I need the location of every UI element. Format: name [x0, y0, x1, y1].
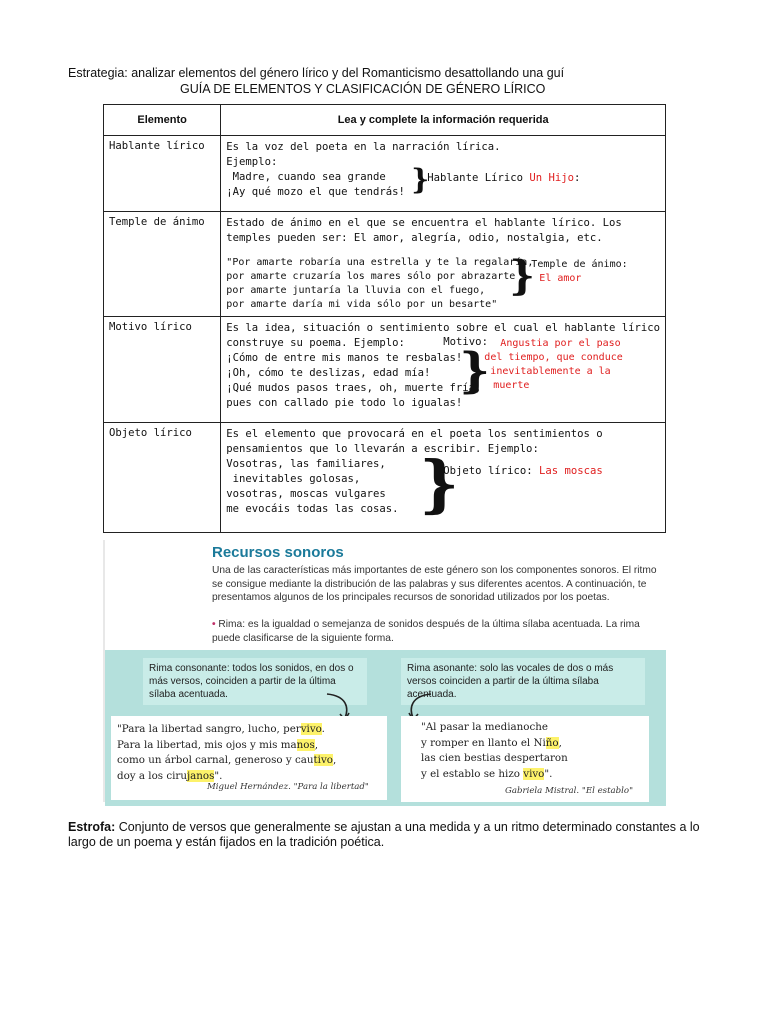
rima-asonante-head: Rima asonante: solo las vocales de dos o más versos coinciden a partir de la última sílaba acentuada.	[401, 658, 645, 705]
desc-line: Ejemplo:	[226, 156, 278, 168]
poem-attribution: Gabriela Mistral. "El establo"	[505, 786, 634, 796]
info-cell	[221, 317, 666, 423]
example-line: ¡Cómo de entre mis manos te resbalas!	[226, 352, 463, 364]
guide-table	[103, 104, 666, 533]
poem-line: "Para la libertad sangro, lucho, pervivo.	[117, 723, 325, 735]
example-line: "Por amarte robaría una estrella y te la regalaría,	[226, 257, 534, 268]
answer-label: Motivo:	[443, 336, 488, 348]
answer-text: Angustia por el paso	[500, 338, 621, 349]
example-line: por amarte juntaría la lluvia con el fuego,	[226, 285, 486, 296]
poem-consonante	[117, 722, 336, 784]
element-cell: Temple de ánimo	[104, 212, 221, 317]
brace-icon: }	[509, 252, 536, 299]
col-header-element: Elemento	[104, 105, 221, 136]
answer-text: Las moscas	[538, 465, 603, 477]
answer-text: del tiempo, que conduce	[484, 352, 623, 363]
element-cell: Objeto lírico	[104, 423, 221, 533]
brace-icon: }	[459, 343, 491, 399]
example-line: inevitables golosas,	[226, 473, 361, 485]
desc-line: pensamientos que lo llevarán a escribir. Ejemplo:	[226, 443, 539, 455]
strategy-line: Estrategia: analizar elementos del género lírico y del Romanticismo desattollando una guí	[68, 66, 565, 80]
answer-annotation: Objeto lírico: Las moscas	[443, 465, 603, 477]
bullet-icon: •	[212, 619, 216, 630]
example-line: vosotras, moscas vulgares	[226, 488, 386, 500]
poem-card-right	[401, 716, 649, 802]
info-cell	[221, 136, 666, 212]
answer-text: inevitablemente a la	[490, 366, 611, 377]
example-line: por amarte daría mi vida sólo por un besarte"	[226, 299, 498, 310]
info-cell	[221, 423, 666, 533]
col-header-info: Lea y complete la información requerida	[221, 105, 666, 136]
page-title: GUÍA DE ELEMENTOS Y CLASIFICACIÓN DE GÉNERO LÍRICO	[180, 82, 546, 96]
desc-line: temples pueden ser: El amor, alegría, odio, nostalgia, etc.	[226, 232, 603, 244]
example-line: pues con callado pie todo lo igualas!	[226, 397, 463, 409]
brace-icon: }	[419, 447, 460, 520]
desc-line: Es la voz del poeta en la narración lírica.	[226, 141, 501, 153]
poem-line: doy a los cirujanos".	[117, 769, 223, 782]
element-cell: Hablante lírico	[104, 136, 221, 212]
answer-text: Un Hijo	[529, 172, 575, 184]
estrofa-label: Estrofa:	[68, 820, 116, 834]
example-line: Vosotras, las familiares,	[226, 458, 386, 470]
answer-label: Temple de ánimo:	[531, 259, 628, 270]
poem-line: Para la libertad, mis ojos y mis manos,	[117, 738, 319, 751]
poem-line: las cien bestias despertaron	[421, 752, 568, 764]
example-line: ¡Qué mudos pasos traes, oh, muerte fría,	[226, 382, 482, 394]
desc-line: Es la idea, situación o sentimiento sobre el cual el hablante lírico	[226, 322, 660, 334]
rima-consonante-head: Rima consonante: todos los sonidos, en dos o más versos, coinciden a partir de la última sílaba acentuada.	[143, 658, 367, 705]
example-line: por amarte cruzaría los mares sólo por abrazarte	[226, 271, 516, 282]
estrofa-text: Conjunto de versos que generalmente se ajustan a una medida y a un ritmo determinado constantes a lo largo de un poema y están fijados en la tradición poética.	[68, 820, 700, 849]
estrofa-definition	[68, 820, 718, 850]
desc-line: Estado de ánimo en el que se encuentra el hablante lírico. Los	[226, 217, 622, 229]
desc-line: construye su poema. Ejemplo:	[226, 337, 405, 349]
poem-line: como un árbol carnal, generoso y cautivo,	[117, 754, 337, 766]
poem-line: y romper en llanto el Niño,	[421, 736, 562, 749]
info-cell	[221, 212, 666, 317]
poem-line: "Al pasar la medianoche	[421, 721, 548, 733]
example-line: Madre, cuando sea grande	[226, 171, 386, 183]
desc-line: Es el elemento que provocará en el poeta los sentimientos o	[226, 428, 603, 440]
brace-icon: }	[411, 163, 430, 196]
section-body: Una de las características más importantes de este género son los componentes sonoros. El ritmo se consigue mediante la distribución de las palabras y sus diferentes acentos. A continuación, te presentamos algunos de los principales recursos de sonoridad utilizados por los poetas.	[212, 565, 657, 604]
poem-card-left	[111, 716, 387, 800]
poem-attribution: Miguel Hernández. "Para la libertad"	[207, 782, 369, 792]
example-line: ¡Oh, cómo te deslizas, edad mía!	[226, 367, 431, 379]
textbook-excerpt	[105, 540, 666, 806]
example-line: ¡Ay qué mozo el que tendrás!	[226, 186, 405, 198]
element-cell: Motivo lírico	[104, 317, 221, 423]
poem-asonante	[421, 720, 568, 782]
poem-line: y el establo se hizo vivo".	[421, 767, 553, 780]
answer-annotation: Hablante Lírico Un Hijo:	[427, 172, 581, 184]
answer-text: muerte	[493, 380, 530, 391]
section-title: Recursos sonoros	[212, 544, 344, 561]
answer-text: El amor	[539, 273, 582, 284]
rima-bullet: • Rima: es la igualdad o semejanza de sonidos después de la última sílaba acentuada. La rima puede clasificarse de la siguiente forma.	[212, 619, 640, 644]
example-line: me evocáis todas las cosas.	[226, 503, 399, 515]
